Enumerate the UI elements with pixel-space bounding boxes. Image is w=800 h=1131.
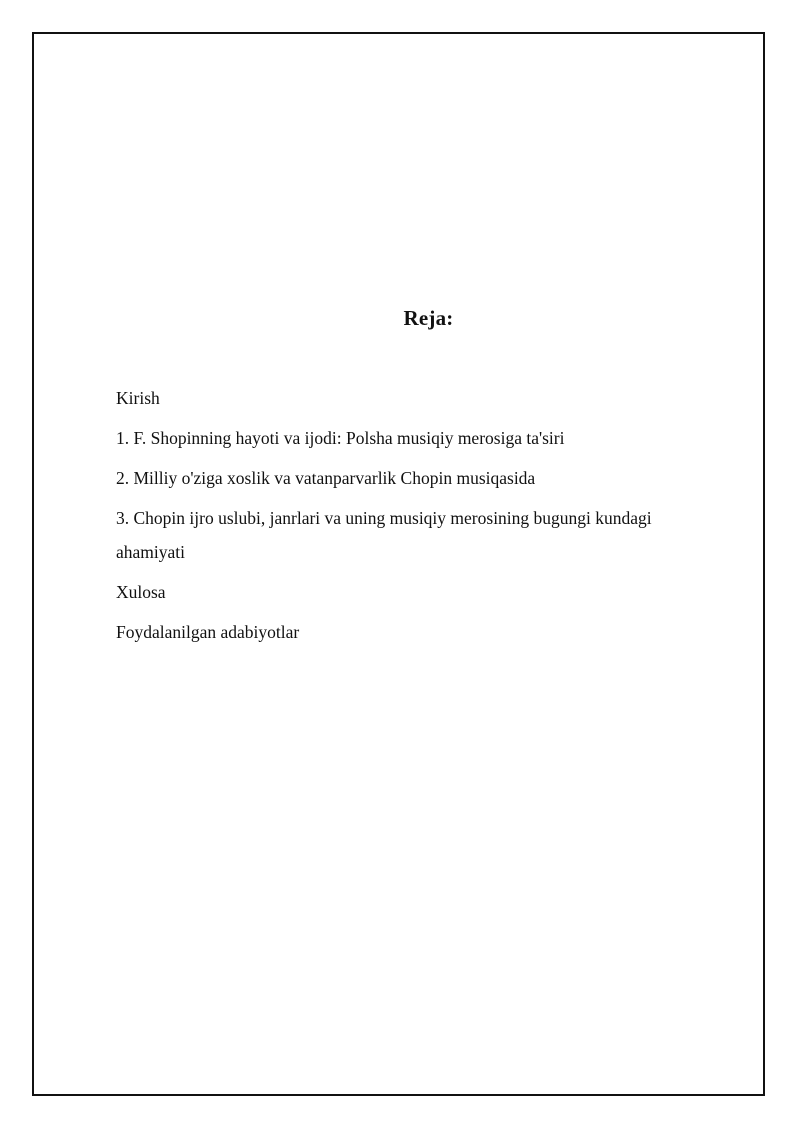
plan-item-3: 3. Chopin ijro uslubi, janrlari va uning musiqiy merosining bugungi kundagi ahamiyati <box>116 508 652 562</box>
plan-item-conclusion: Xulosa <box>116 582 166 602</box>
page-title: Reja: <box>403 306 454 330</box>
plan-list <box>116 381 716 655</box>
plan-item-1: 1. F. Shopinning hayoti va ijodi: Polsha musiqiy merosiga ta'siri <box>116 428 565 448</box>
plan-item-2: 2. Milliy o'ziga xoslik va vatanparvarlik Chopin musiqasida <box>116 468 536 488</box>
page-frame <box>32 32 765 1096</box>
plan-item-intro: Kirish <box>116 388 160 408</box>
plan-item-references: Foydalanilgan adabiyotlar <box>116 622 300 642</box>
